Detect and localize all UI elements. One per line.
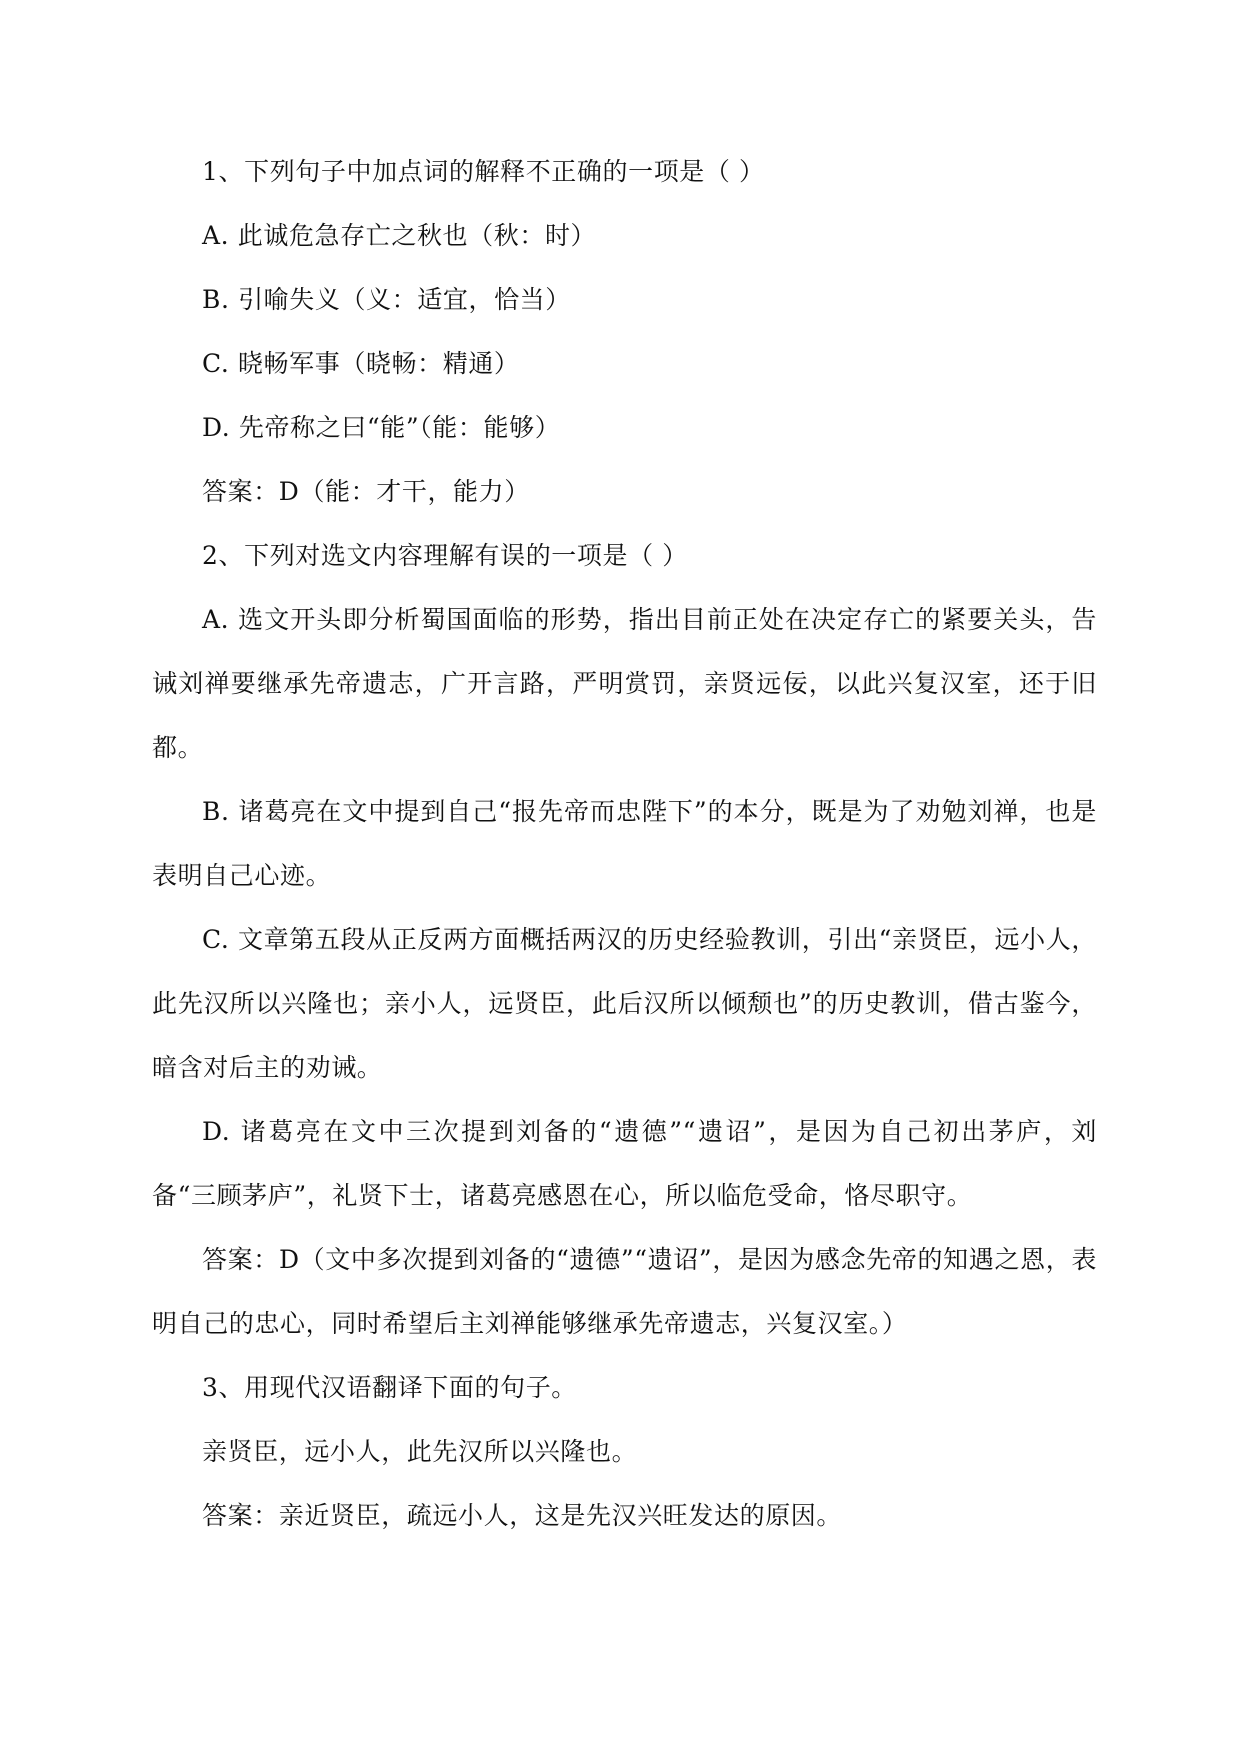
document-body (152, 140, 1097, 1548)
question-2-answer: 答案：D（文中多次提到刘备的“遗德”“遗诏”，是因为感念先帝的知遇之恩，表明自己的忠心，同时希望后主刘禅能够继承先帝遗志，兴复汉室。） (152, 1245, 1097, 1338)
question-1-stem: 1、下列句子中加点词的解释不正确的一项是（ ） (202, 157, 765, 186)
question-2-option-c: C. 文章第五段从正反两方面概括两汉的历史经验教训，引出“亲贤臣，远小人，此先汉所以兴隆也；亲小人，远贤臣，此后汉所以倾颓也”的历史教训，借古鉴今，暗含对后主的劝诫。 (152, 925, 1097, 1082)
question-3-answer: 答案：亲近贤臣，疏远小人，这是先汉兴旺发达的原因。 (202, 1501, 843, 1530)
question-1-option-c: C. 晓畅军事（晓畅：精通） (202, 349, 520, 378)
question-1-option-a: A. 此诚危急存亡之秋也（秋：时） (202, 221, 597, 250)
question-2-option-d: D. 诸葛亮在文中三次提到刘备的“遗德”“遗诏”，是因为自己初出茅庐，刘备“三顾茅庐”，礼贤下士，诸葛亮感恩在心，所以临危受命，恪尽职守。 (152, 1117, 1097, 1210)
question-3-sentence: 亲贤臣，远小人，此先汉所以兴隆也。 (202, 1437, 638, 1466)
question-2-option-b: B. 诸葛亮在文中提到自己“报先帝而忠陛下”的本分，既是为了劝勉刘禅，也是表明自己心迹。 (152, 797, 1097, 890)
question-2-option-a: A. 选文开头即分析蜀国面临的形势，指出目前正处在决定存亡的紧要关头，告诫刘禅要继承先帝遗志，广开言路，严明赏罚，亲贤远佞，以此兴复汉室，还于旧都。 (152, 605, 1097, 762)
question-1-option-d: D. 先帝称之曰“能”（能：能够） (202, 413, 561, 442)
question-1-answer: 答案：D（能：才干，能力） (202, 477, 530, 506)
question-3-stem: 3、用现代汉语翻译下面的句子。 (202, 1373, 577, 1402)
question-2-stem: 2、下列对选文内容理解有误的一项是（ ） (202, 541, 688, 570)
question-1-option-b: B. 引喻失义（义：适宜，恰当） (202, 285, 571, 314)
